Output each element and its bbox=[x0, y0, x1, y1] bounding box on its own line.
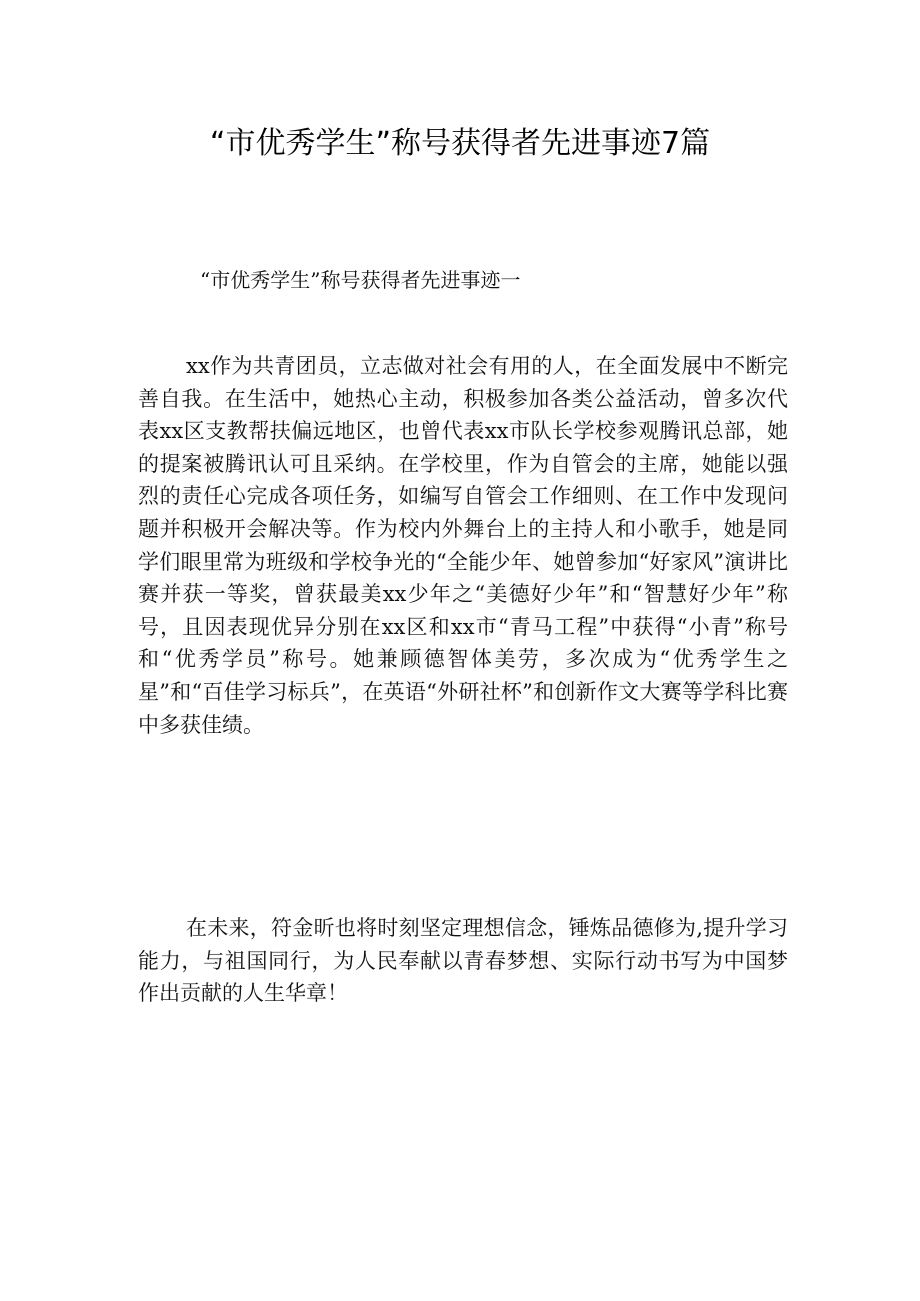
body-paragraph-1: xx作为共青团员，立志做对社会有用的人，在全面发展中不断完善自我。在生活中，她热心主动，积极参加各类公益活动，曾多次代表xx区支教帮扶偏远地区，也曾代表xx市队长学校参观腾讯总部，她的提案被腾讯认可且采纳。在学校里，作为自管会的主席，她能以强烈的责任心完成各项任务，如编写自管会工作细则、在工作中发现问题并积极开会解决等。作为校内外舞台上的主持人和小歌手，她是同学们眼里常为班级和学校争光的“全能少年、她曾参加“好家风”演讲比赛并获一等奖，曾获最美xx少年之“美德好少年”和“智慧好少年”称号，且因表现优异分别在xx区和xx市“青马工程”中获得“小青”称号和“优秀学员”称号。她兼顾德智体美劳，多次成为“优秀学生之星”和“百佳学习标兵”，在英语“外研社杯”和创新作文大赛等学科比赛中多获佳绩。 bbox=[138, 354, 788, 737]
section-heading: “市优秀学生”称号获得者先进事迹一 bbox=[200, 268, 521, 292]
document-title: “市优秀学生”称号获得者先进事迹7篇 bbox=[209, 126, 711, 161]
body-paragraph-2: 在未来，符金昕也将时刻坚定理想信念，锤炼品德修为,提升学习能力，与祖国同行，为人民奉献以青春梦想、实际行动书写为中国梦作出贡献的人生华章！ bbox=[138, 916, 788, 1006]
